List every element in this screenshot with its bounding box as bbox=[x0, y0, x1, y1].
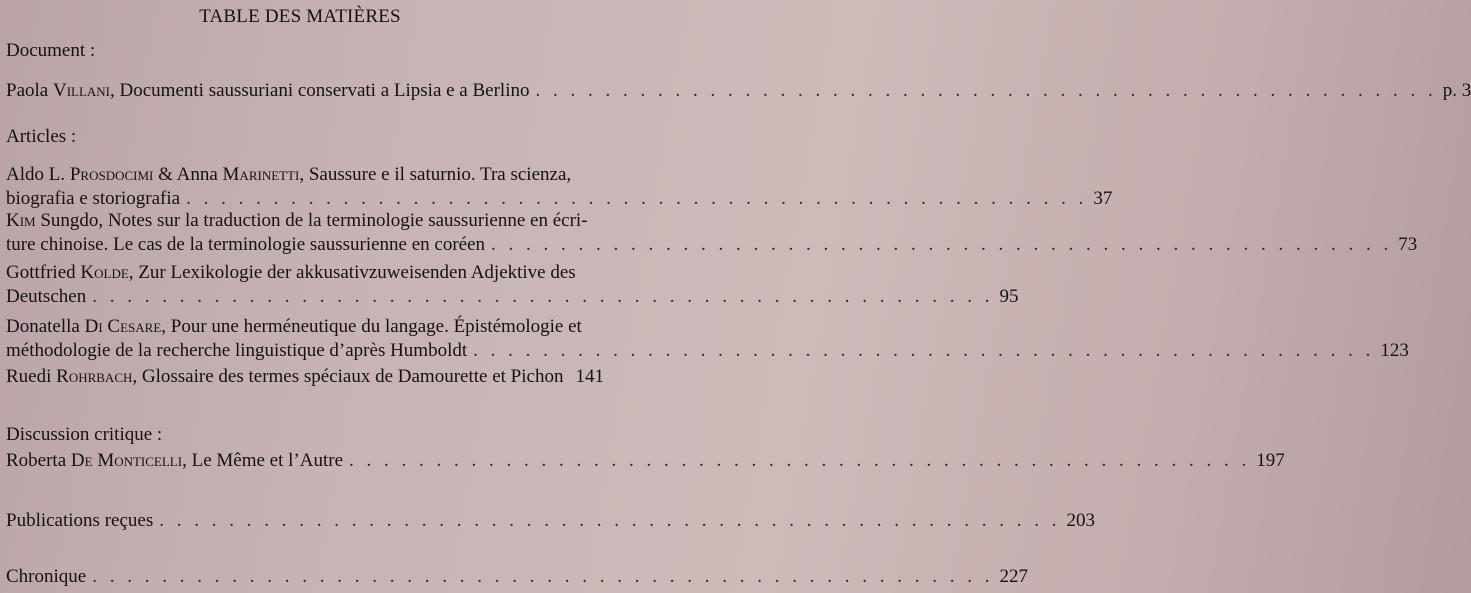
dot-leader: . . . . . . . . . . . . . . . . . . . . . . . . . . . . . . . . . . . . . . . . . . . . . . . . . . . . bbox=[186, 188, 1088, 209]
section-heading-articles: Articles : bbox=[6, 126, 77, 147]
toc-entry-di-cesare[interactable] bbox=[6, 316, 1409, 364]
entry-text: Publications reçues bbox=[6, 510, 154, 531]
entry-text-line1: Kim Sungdo, Notes sur la traduction de la terminologie saussurienne en écri- bbox=[6, 210, 588, 231]
toc-entry-prosdocimi[interactable] bbox=[6, 164, 1113, 212]
entry-text-line1: Gottfried Kolde, Zur Lexikologie der akkusativzuweisenden Adjektive des bbox=[6, 262, 576, 283]
entry-text-line1: Aldo L. Prosdocimi & Anna Marinetti, Saussure e il saturnio. Tra scienza, bbox=[6, 164, 572, 185]
toc-entry-kolde[interactable] bbox=[6, 262, 1019, 310]
section-heading-document: Document : bbox=[6, 40, 96, 61]
page-number: 95 bbox=[999, 286, 1019, 307]
entry-text: Roberta De Monticelli, Le Même et l’Autre bbox=[6, 450, 343, 471]
entry-text-line2: biografia e storiografia bbox=[6, 188, 181, 209]
entry-text-line2: méthodologie de la recherche linguistique d’après Humboldt bbox=[6, 340, 468, 361]
page-number: 73 bbox=[1398, 234, 1418, 255]
page-number: 123 bbox=[1380, 340, 1409, 361]
dot-leader: . . . . . . . . . . . . . . . . . . . . . . . . . . . . . . . . . . . . . . . . . . . . . . . . . . . . bbox=[92, 566, 994, 587]
dot-leader: . . . . . . . . . . . . . . . . . . . . . . . . . . . . . . . . . . . . . . . . . . . . . . . . . . . . bbox=[473, 340, 1375, 361]
entry-text-line1: Donatella Di Cesare, Pour une herméneutique du langage. Épistémologie et bbox=[6, 316, 582, 337]
entry-text: Chronique bbox=[6, 566, 87, 587]
page-number: 227 bbox=[999, 566, 1028, 587]
dot-leader: . . . . . . . . . . . . . . . . . . . . . . . . . . . . . . . . . . . . . . . . . . . . . . . . . . . . bbox=[535, 80, 1437, 101]
page-number: 141 bbox=[575, 366, 604, 387]
dot-leader: . . . . . . . . . . . . . . . . . . . . . . . . . . . . . . . . . . . . . . . . . . . . . . . . . . . . bbox=[159, 510, 1061, 531]
entry-text-line2: Deutschen bbox=[6, 286, 87, 307]
entry-text-line2: ture chinoise. Le cas de la terminologie saussurienne en coréen bbox=[6, 234, 486, 255]
section-heading-discussion: Discussion critique : bbox=[6, 424, 163, 445]
page-number: 37 bbox=[1093, 188, 1113, 209]
toc-entry-kim[interactable] bbox=[6, 210, 1418, 258]
toc-entry-de-monticelli[interactable] bbox=[6, 450, 1285, 474]
toc-entry-rohrbach[interactable] bbox=[6, 366, 604, 390]
page-title: TABLE DES MATIÈRES bbox=[199, 6, 401, 27]
page-number: p. 3 bbox=[1442, 80, 1471, 101]
toc-entry-publications[interactable] bbox=[6, 510, 1095, 534]
dot-leader: . . . . . . . . . . . . . . . . . . . . . . . . . . . . . . . . . . . . . . . . . . . . . . . . . . . . bbox=[491, 234, 1393, 255]
toc-entry-villani[interactable] bbox=[6, 80, 1471, 104]
dot-leader: . . . . . . . . . . . . . . . . . . . . . . . . . . . . . . . . . . . . . . . . . . . . . . . . . . . . bbox=[349, 450, 1251, 471]
entry-text: Ruedi Rohrbach, Glossaire des termes spéciaux de Damourette et Pichon bbox=[6, 366, 564, 387]
toc-entry-chronique[interactable] bbox=[6, 566, 1028, 590]
page-number: 203 bbox=[1066, 510, 1095, 531]
page-number: 197 bbox=[1256, 450, 1285, 471]
dot-leader: . . . . . . . . . . . . . . . . . . . . . . . . . . . . . . . . . . . . . . . . . . . . . . . . . . . . bbox=[92, 286, 994, 307]
entry-text: Paola Villani, Documenti saussuriani conservati a Lipsia e a Berlino bbox=[6, 80, 530, 101]
